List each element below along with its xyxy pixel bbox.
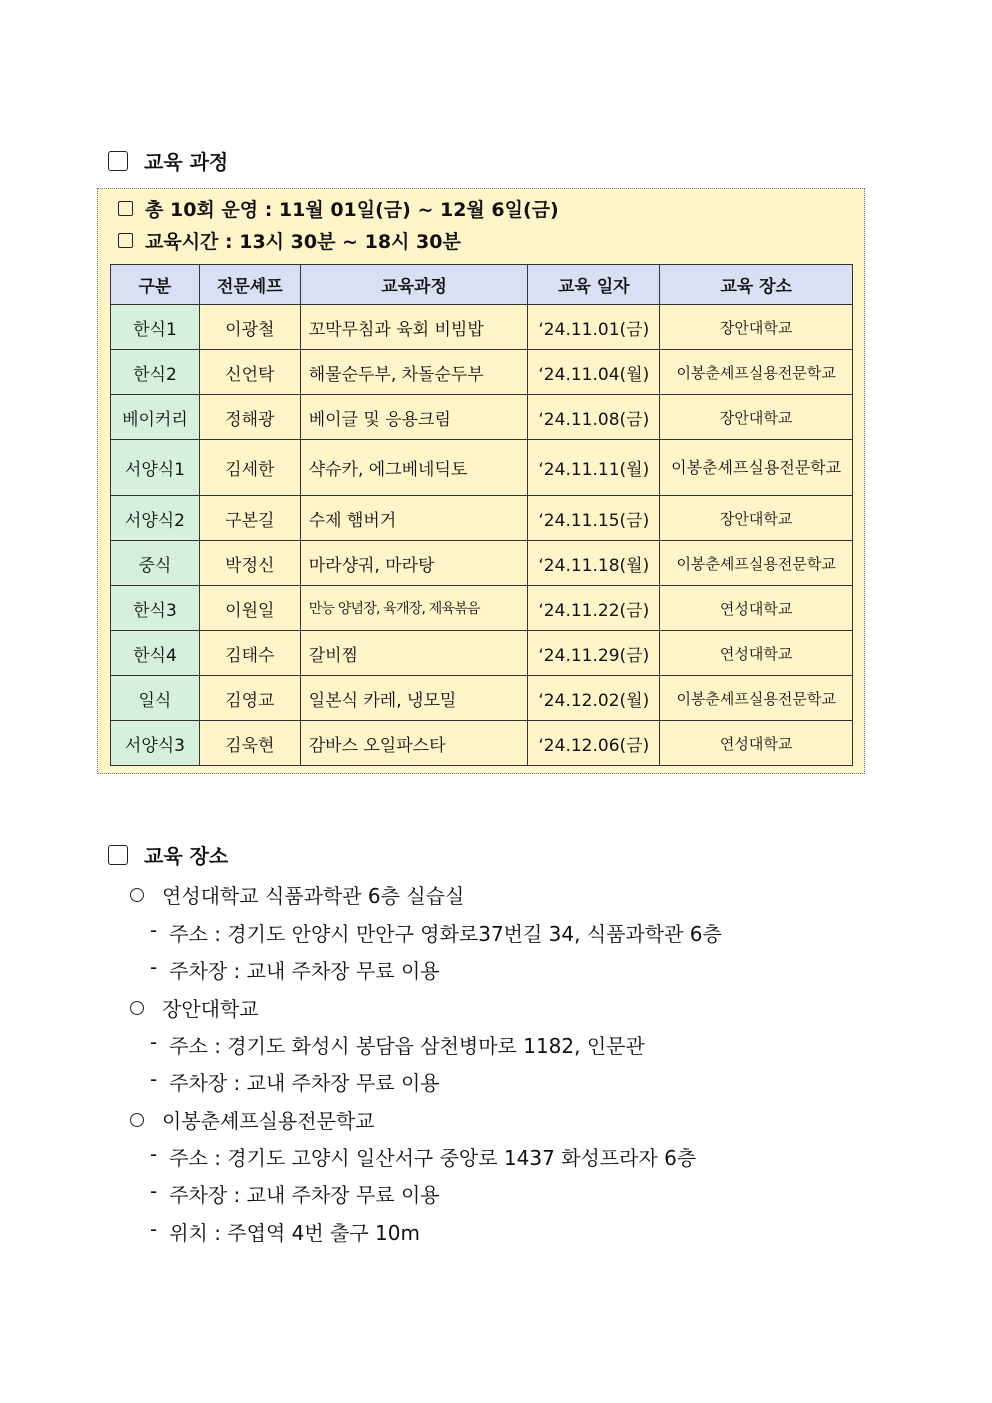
cell-category: 중식 [111,541,200,586]
header-course: 교육과정 [300,265,528,305]
venue-detail [150,1179,440,1208]
cell-course: 마라샹궈, 마라탕 [300,541,528,586]
circle-bullet-icon [130,1113,144,1127]
venue-parking: 주차장 : 교내 주차장 무료 이용 [169,1183,440,1207]
dash-bullet: - [150,1030,158,1054]
cell-place: 장안대학교 [660,395,853,440]
cell-chef: 구본길 [199,496,300,541]
table-row [111,496,853,541]
circle-bullet-icon [130,1001,144,1015]
venue-item [130,1105,375,1134]
cell-date: ‘24.11.11(월) [528,440,660,496]
checkbox-icon [118,233,133,248]
cell-course: 갈비찜 [300,631,528,676]
cell-course: 베이글 및 응용크림 [300,395,528,440]
cell-place: 연성대학교 [660,631,853,676]
cell-chef: 박정신 [199,541,300,586]
cell-course: 샥슈카, 에그베네딕토 [300,440,528,496]
dash-bullet: - [150,1179,158,1203]
cell-course: 감바스 오일파스타 [300,721,528,766]
venue-detail [150,1030,645,1059]
venue-address: 주소 : 경기도 고양시 일산서구 중앙로 1437 화성프라자 6층 [169,1146,697,1170]
summary-line [118,227,461,254]
cell-chef: 이광철 [199,305,300,350]
venue-name: 연성대학교 식품과학관 6층 실습실 [162,884,465,908]
cell-place: 장안대학교 [660,305,853,350]
venue-address: 주소 : 경기도 화성시 봉담읍 삼천병마로 1182, 인문관 [169,1034,645,1058]
course-schedule-table [110,264,853,766]
cell-date: ‘24.11.22(금) [528,586,660,631]
section-heading-venue [108,840,228,869]
cell-place: 연성대학교 [660,721,853,766]
dash-bullet: - [150,1142,158,1166]
header-chef: 전문셰프 [199,265,300,305]
cell-chef: 김세한 [199,440,300,496]
table-row [111,440,853,496]
header-category: 구분 [111,265,200,305]
cell-category: 한식3 [111,586,200,631]
cell-place: 이봉춘셰프실용전문학교 [660,440,853,496]
cell-chef: 김영교 [199,676,300,721]
cell-category: 한식4 [111,631,200,676]
dash-bullet: - [150,1067,158,1091]
header-date: 교육 일자 [528,265,660,305]
cell-place: 장안대학교 [660,496,853,541]
table-row [111,631,853,676]
venue-name: 장안대학교 [162,997,259,1021]
table-row [111,541,853,586]
cell-category: 베이커리 [111,395,200,440]
cell-category: 한식1 [111,305,200,350]
cell-category: 일식 [111,676,200,721]
table-row [111,305,853,350]
cell-chef: 이원일 [199,586,300,631]
cell-date: ‘24.11.08(금) [528,395,660,440]
cell-category: 서양식2 [111,496,200,541]
dash-bullet: - [150,1217,158,1241]
cell-date: ‘24.11.18(월) [528,541,660,586]
checkbox-icon [108,151,128,171]
venue-detail [150,918,722,947]
checkbox-icon [108,845,128,865]
cell-chef: 김태수 [199,631,300,676]
cell-date: ‘24.12.06(금) [528,721,660,766]
venue-location: 위치 : 주엽역 4번 출구 10m [169,1221,420,1245]
table-row [111,721,853,766]
cell-chef: 김욱현 [199,721,300,766]
venue-address: 주소 : 경기도 안양시 만안구 영화로37번길 34, 식품과학관 6층 [169,922,722,946]
cell-course: 일본식 카레, 냉모밀 [300,676,528,721]
cell-course: 수제 햄버거 [300,496,528,541]
venue-item [130,993,259,1022]
section-heading-course [108,146,228,175]
cell-date: ‘24.11.15(금) [528,496,660,541]
circle-bullet-icon [130,888,144,902]
summary-text: 총 10회 운영 : 11월 01일(금) ~ 12월 6일(금) [145,199,559,221]
table-row [111,350,853,395]
course-summary-box [97,188,865,774]
summary-text: 교육시간 : 13시 30분 ~ 18시 30분 [145,231,461,253]
venue-parking: 주차장 : 교내 주차장 무료 이용 [169,959,440,983]
table-row [111,676,853,721]
venue-name: 이봉춘셰프실용전문학교 [162,1109,375,1133]
cell-place: 이봉춘셰프실용전문학교 [660,541,853,586]
section-title: 교육 장소 [144,844,229,868]
venue-detail [150,1142,696,1171]
venue-item [130,880,464,909]
cell-date: ‘24.11.04(월) [528,350,660,395]
venue-detail [150,955,440,984]
venue-parking: 주차장 : 교내 주차장 무료 이용 [169,1071,440,1095]
dash-bullet: - [150,955,158,979]
header-place: 교육 장소 [660,265,853,305]
cell-category: 한식2 [111,350,200,395]
cell-course: 꼬막무침과 육회 비빔밥 [300,305,528,350]
cell-course: 만능 양념장, 육개장, 제육볶음 [300,586,528,631]
cell-course: 해물순두부, 차돌순두부 [300,350,528,395]
table-row [111,586,853,631]
cell-date: ‘24.11.29(금) [528,631,660,676]
venue-detail [150,1217,420,1246]
checkbox-icon [118,201,133,216]
section-title: 교육 과정 [144,150,229,174]
cell-category: 서양식1 [111,440,200,496]
cell-chef: 정해광 [199,395,300,440]
table-row [111,395,853,440]
cell-date: ‘24.12.02(월) [528,676,660,721]
cell-place: 이봉춘셰프실용전문학교 [660,676,853,721]
table-header-row [111,265,853,305]
cell-chef: 신언탁 [199,350,300,395]
cell-category: 서양식3 [111,721,200,766]
cell-place: 연성대학교 [660,586,853,631]
cell-place: 이봉춘셰프실용전문학교 [660,350,853,395]
dash-bullet: - [150,918,158,942]
summary-line [118,195,559,222]
venue-detail [150,1067,440,1096]
cell-date: ‘24.11.01(금) [528,305,660,350]
